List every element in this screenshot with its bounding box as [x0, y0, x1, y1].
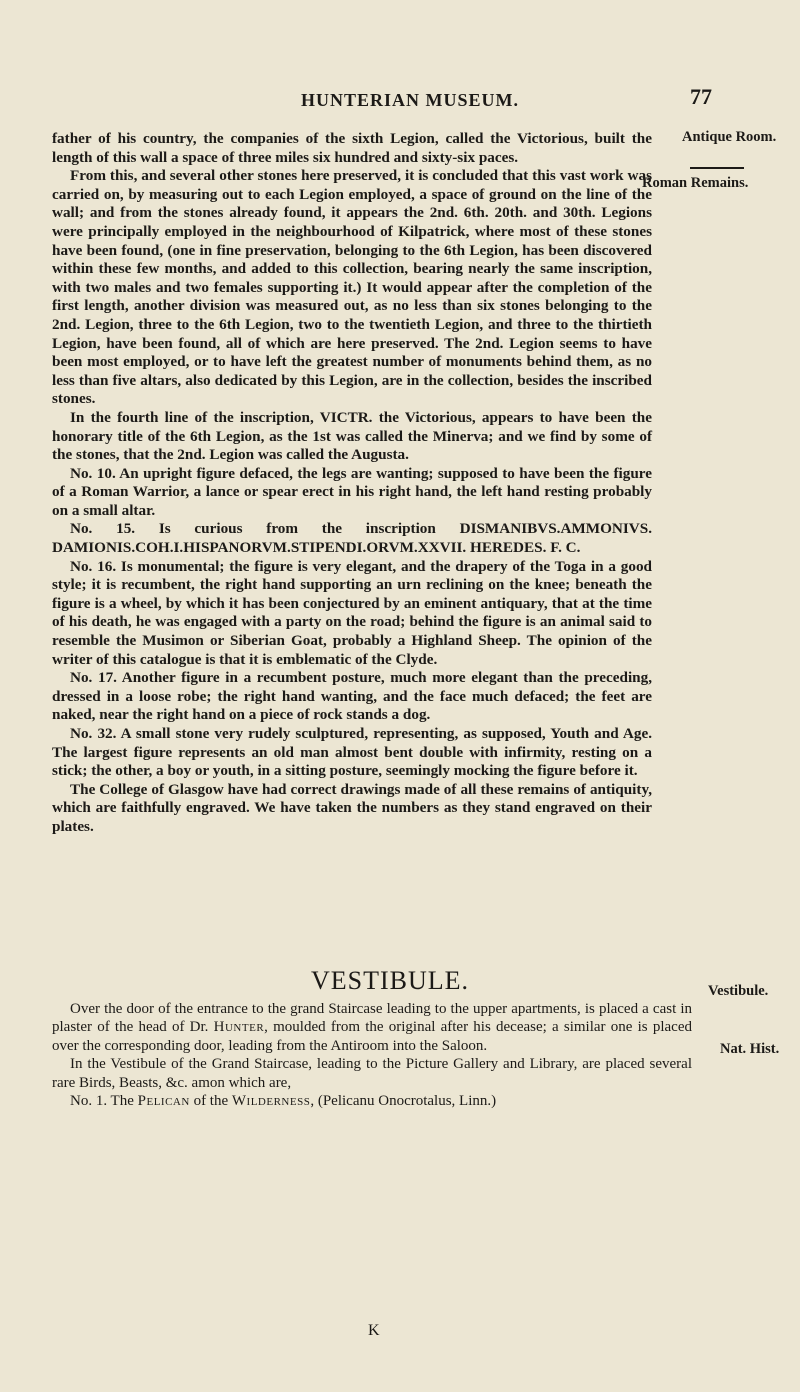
main-text — [52, 130, 652, 837]
paragraph: The College of Glasgow have had correct drawings made of all these remains of antiquity, which are faithfully engraved. We have taken the numbers as they stand engraved on their plates. — [52, 780, 652, 835]
margin-note-antique-room: Antique Room. — [682, 129, 777, 145]
text-run: of the — [189, 1093, 232, 1110]
name-hunter: Hunter — [213, 1019, 265, 1036]
margin-note-roman-remains: Roman Remains. — [642, 175, 749, 191]
paragraph: father of his country, the companies of the sixth Legion, called the Victorious, built the length of this wall a space of three miles six hundred and sixty-six paces. — [52, 130, 652, 166]
margin-note-vestibule: Vestibule. — [708, 983, 769, 999]
paragraph: No. 32. A small stone very rudely sculptured, representing, as supposed, Youth and Age. The largest figure represents an old man almost bent double with infirmity, resting on a stick; the other, a boy or youth, in a sitting posture, seemingly mocking the figure before it. — [52, 725, 652, 780]
section-title: VESTIBULE. — [310, 966, 470, 995]
text-run: , (Pelicanu Onocrotalus, Linn.) — [310, 1093, 497, 1110]
margin-rule — [690, 167, 744, 169]
name-wilderness: Wilderness — [231, 1093, 311, 1110]
paragraph: No. 17. Another figure in a recumbent posture, much more elegant than the preceding, dressed in a loose robe; the right hand wanting, and the face much defaced; the feet are naked, near the right hand on a piece of rock stands a dog. — [52, 669, 652, 724]
signature-mark: K — [368, 1322, 380, 1339]
paragraph: No. 16. Is monumental; the figure is very elegant, and the drapery of the Toga in a good style; it is recumbent, the right hand supporting an urn reclining on the knee; beneath the figure is a wheel, by which it has been conjectured by an eminent antiquary, that at the time of his death, he was engaged with a party on the road; behind the figure is an animal said to resemble the Musimon or Siberian Goat, probably a Highland Sheep. The opinion of the writer of this catalogue is that it is emblematic of the Clyde. — [52, 557, 652, 668]
paragraph: In the fourth line of the inscription, VICTR. the Victorious, appears to have been the honorary title of the 6th Legion, as the 1st was called the Minerva; and we find by some of the stones, that the 2nd. Legion was called the Augusta. — [52, 408, 652, 464]
paragraph: In the Vestibule of the Grand Staircase, leading to the Picture Gallery and Library, are placed several rare Birds, Beasts, &c. amon which are, — [52, 1056, 692, 1091]
paragraph — [52, 1092, 692, 1110]
text-run: Over the door of the entrance to the grand Staircase leading to the upper apartments, is placed a cast in plaster of the head of Dr. — [52, 1001, 692, 1036]
paragraph: No. 10. An upright figure defaced, the legs are wanting; supposed to have been the figure of a Roman Warrior, a lance or spear erect in his right hand, the left hand resting probably on a small altar. — [52, 464, 652, 519]
paragraph: No. 15. Is curious from the inscription DISMANIBVS.AMMONIVS. DAMIONIS.COH.I.HISPANORVM.STIPENDI.ORVM.XXVII. HEREDES. F. C. — [52, 520, 652, 557]
page-number: 77 — [690, 84, 712, 109]
vestibule-text — [52, 1000, 692, 1110]
name-pelican: Pelican — [137, 1093, 190, 1110]
margin-note-nat-hist: Nat. Hist. — [720, 1041, 780, 1057]
text-run: , moulded from the original after his decease; a similar one is placed over the corresponding door, leading from the Antiroom into the Saloon. — [52, 1019, 692, 1054]
paragraph — [52, 1000, 692, 1055]
text-run: No. 1. The — [70, 1093, 138, 1110]
paragraph: From this, and several other stones here preserved, it is concluded that this vast work was carried on, by measuring out to each Legion employed, a space of ground on the line of the wall; and from the stones already found, it appears the 2nd. 6th. 20th. and 30th. Legions were principally employed in the neighbourhood of Kilpatrick, where most of these stones have been found, (one in fine preservation, belonging to the 6th Legion, has been discovered within these few months, and added to this collection, bearing nearly the same inscription, with two males and two females supporting it.) It would appear after the completion of the first length, another division was measured out, as no less than six stones belonging to the 2nd. Legion, three to the 6th Legion, two to the twentieth Legion, and three to the thirtieth Legion, have been found, all of which are here preserved. The 2nd. Legion seems to have been most employed, or to have left the greatest number of monuments behind them, as no less than five altars, also dedicated by this Legion, are in the collection, besides the inscribed stones. — [52, 167, 652, 408]
running-head: HUNTERIAN MUSEUM. — [300, 90, 519, 110]
